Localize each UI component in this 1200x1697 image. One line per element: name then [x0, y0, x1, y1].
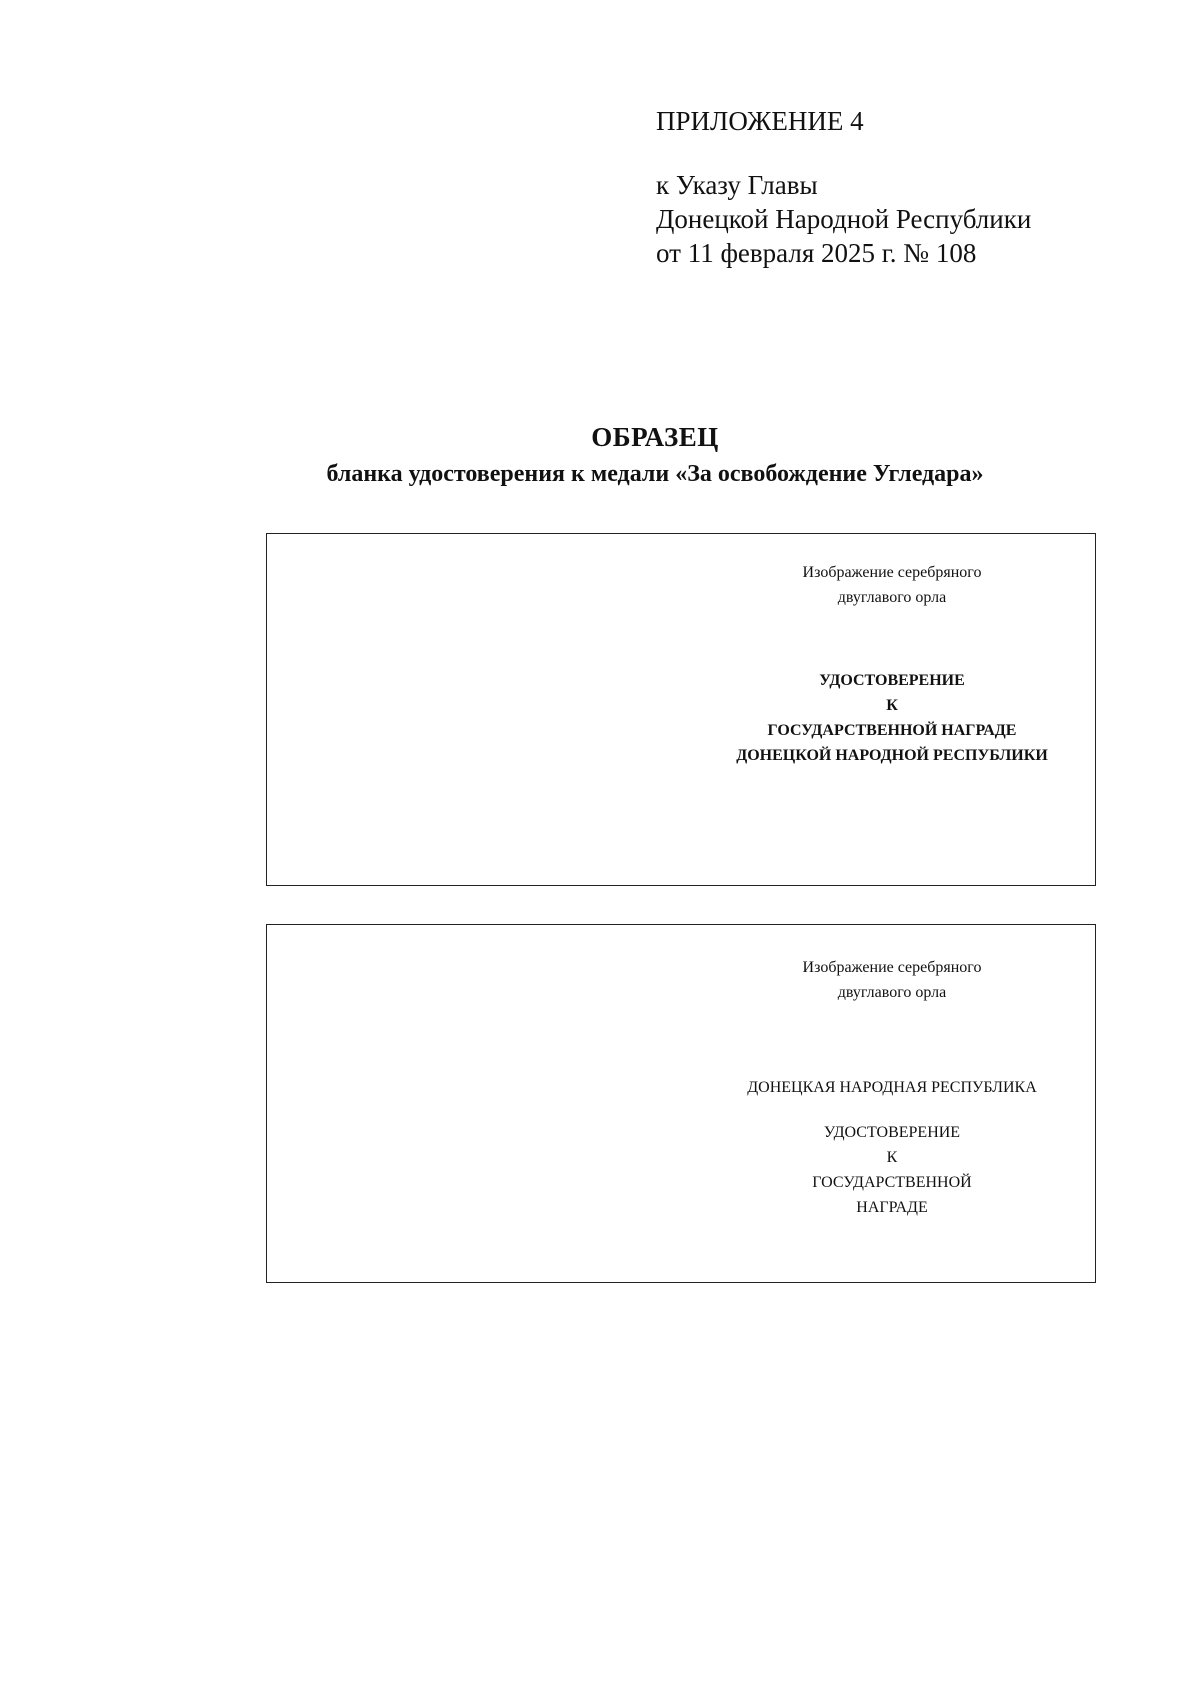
certificate-title-line: УДОСТОВЕРЕНИЕ	[819, 672, 965, 689]
heading-subtitle: бланка удостоверения к медали «За освобождение Угледара»	[326, 461, 984, 487]
certificate-cover-form	[266, 533, 1096, 886]
certificate-inner-form	[266, 924, 1096, 1283]
certificate-inner-content	[697, 955, 1087, 1220]
emblem-caption: Изображение серебряного	[802, 959, 982, 976]
emblem-caption: Изображение серебряного	[802, 564, 982, 581]
certificate-title-line: К	[886, 1149, 898, 1166]
appendix-line: от 11 февраля 2025 г. № 108	[656, 238, 977, 268]
republic-name: ДОНЕЦКАЯ НАРОДНАЯ РЕСПУБЛИКА	[747, 1079, 1037, 1096]
heading-title: ОБРАЗЕЦ	[591, 422, 719, 452]
certificate-title-line: НАГРАДЕ	[856, 1199, 928, 1216]
certificate-title-line: ГОСУДАРСТВЕННОЙ НАГРАДЕ	[767, 722, 1017, 739]
appendix-title: ПРИЛОЖЕНИЕ 4	[656, 106, 864, 136]
certificate-title-line: К	[886, 697, 898, 714]
emblem-caption: двуглавого орла	[837, 589, 947, 606]
certificate-title-line: УДОСТОВЕРЕНИЕ	[823, 1124, 961, 1141]
certificate-cover-content	[697, 560, 1087, 768]
document-heading	[0, 417, 1200, 491]
appendix-block	[656, 104, 1136, 270]
appendix-line: Донецкой Народной Республики	[656, 204, 1032, 234]
certificate-title-line: ДОНЕЦКОЙ НАРОДНОЙ РЕСПУБЛИКИ	[736, 747, 1048, 764]
certificate-title-line: ГОСУДАРСТВЕННОЙ	[812, 1174, 972, 1191]
appendix-line: к Указу Главы	[656, 170, 818, 200]
emblem-caption: двуглавого орла	[837, 984, 947, 1001]
